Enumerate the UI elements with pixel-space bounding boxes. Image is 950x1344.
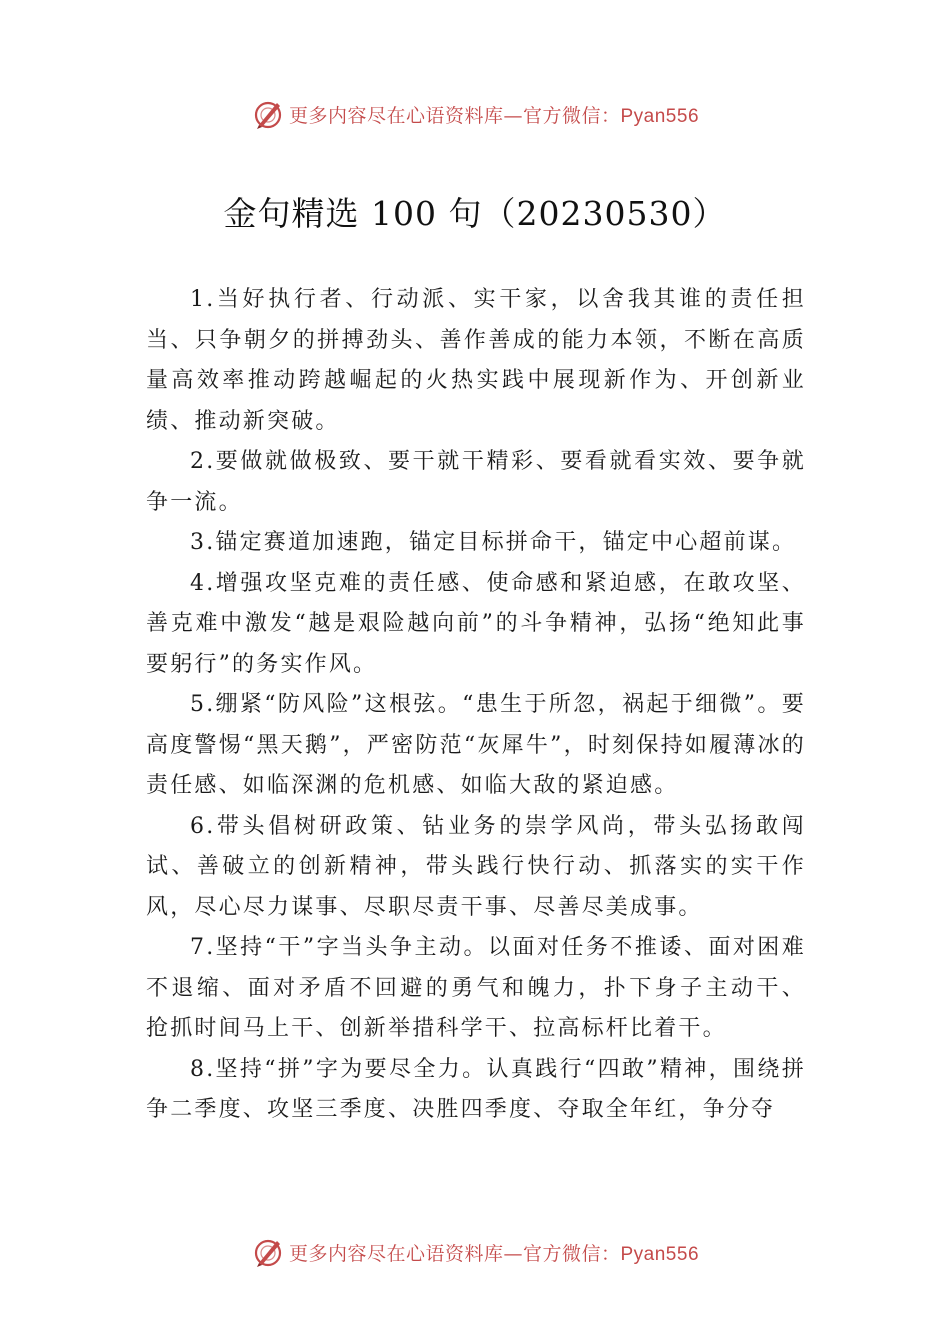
page-title: 金句精选 100 句（20230530） <box>223 194 727 233</box>
paragraph: 1.当好执行者、行动派、实干家，以舍我其谁的责任担当、只争朝夕的拼搏劲头、善作善成的能力本领，不断在高质量高效率推动跨越崛起的火热实践中展现新作为、开创新业绩、推动新突破。 <box>146 287 806 434</box>
banner-slogan: 更多内容尽在心语资料库—官方微信： <box>288 104 621 127</box>
paragraph: 2.要做就做极致、要干就干精彩、要看就看实效、要争就争一流。 <box>146 449 806 515</box>
banner-text <box>289 1239 699 1266</box>
header-banner <box>0 94 950 134</box>
paragraph: 8.坚持“拼”字为要尽全力。认真践行“四敢”精神，围绕拼争二季度、攻坚三季度、决胜四季度、夺取全年红，争分夺 <box>146 1056 806 1122</box>
paragraph: 7.坚持“干”字当头争主动。以面对任务不推诿、面对困难不退缩、面对矛盾不回避的勇气和魄力，扑下身子主动干、 抢抓时间马上干、创新举措科学干、拉高标杆比着干。 <box>146 935 806 1041</box>
banner-text <box>289 101 699 128</box>
paragraph: 4.增强攻坚克难的责任感、使命感和紧迫感，在敢攻坚、善克难中激发“越是艰险越向前”的斗争精神，弘扬“绝知此事要躬行”的务实作风。 <box>146 570 806 677</box>
paragraph: 5.绷紧“防风险”这根弦。“患生于所忽，祸起于细微”。要高度警惕“黑天鹅”，严密防范“灰犀牛”，时刻保持如履薄冰的责任感、如临深渊的危机感、如临大敌的紧迫感。 <box>146 692 806 798</box>
paragraph: 3.锚定赛道加速跑，锚定目标拼命干，锚定中心超前谋。 <box>190 530 797 555</box>
banner-slogan: 更多内容尽在心语资料库—官方微信： <box>288 1242 621 1265</box>
wechat-id: Pyan556 <box>620 1243 700 1265</box>
paragraph: 6.带头倡树研政策、钻业务的崇学风尚，带头弘扬敢闯试、善破立的创新精神，带头践行快行动、抓落实的实干作风，尽心尽力谋事、尽职尽责干事、尽善尽美成事。 <box>146 813 806 920</box>
pen-circle-logo-icon <box>251 1235 285 1269</box>
footer-banner <box>0 1232 950 1272</box>
wechat-id: Pyan556 <box>620 105 700 127</box>
pen-circle-logo-icon <box>251 97 285 131</box>
document-body <box>146 280 806 1131</box>
